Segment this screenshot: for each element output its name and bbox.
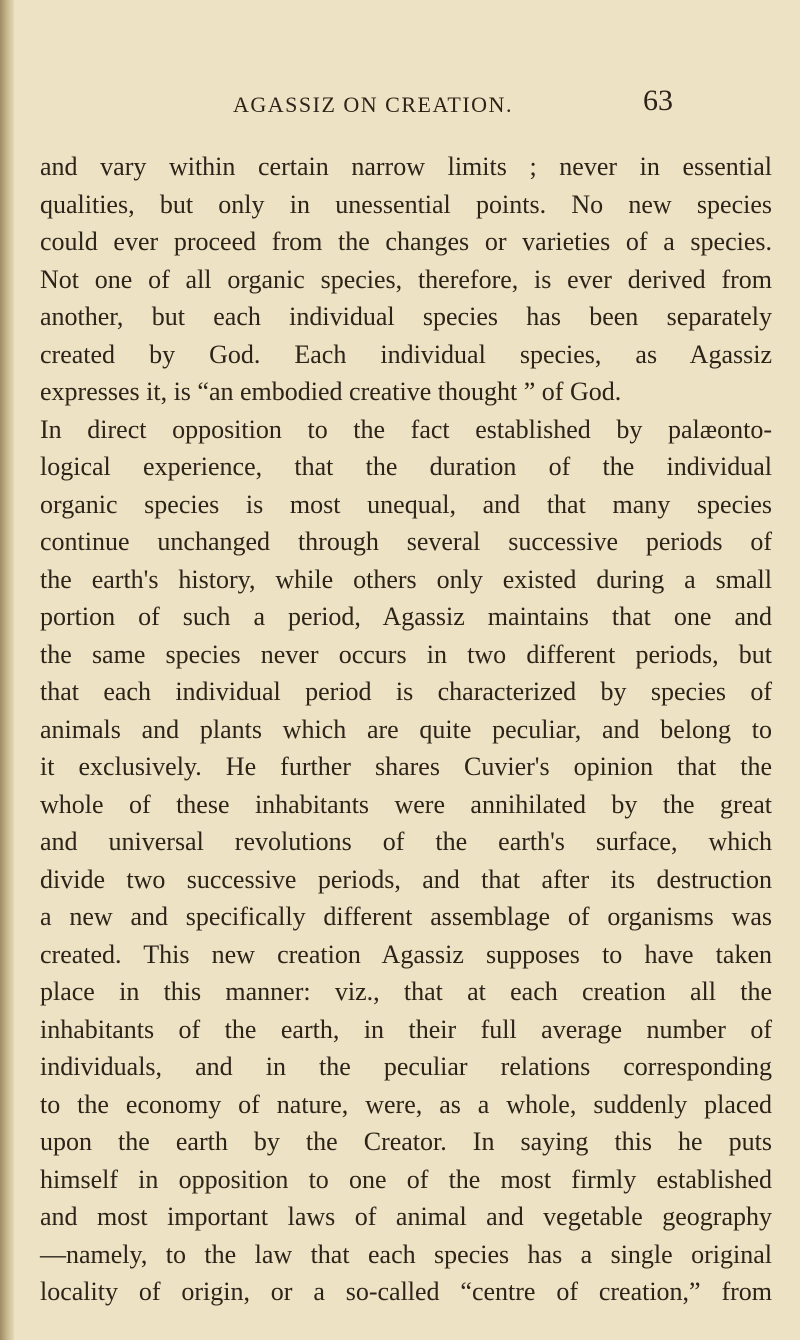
text-line: logical experience, that the duration of the individual <box>40 452 772 481</box>
paragraph-start-line: In direct opposition to the fact established by palæonto- <box>40 414 772 444</box>
text-line: created. This new creation Agassiz supposes to have taken <box>40 939 772 969</box>
text-line: inhabitants of the earth, in their full average number of <box>40 1014 772 1044</box>
text-line: place in this manner: viz., that at each creation all the <box>40 977 772 1006</box>
text-line: and most important laws of animal and vegetable geography <box>40 1202 772 1231</box>
text-line: and universal revolutions of the earth's surface, which <box>40 827 772 856</box>
text-line: upon the earth by the Creator. In saying this he puts <box>40 1127 772 1156</box>
body-text <box>40 148 772 1311</box>
text-line: to the economy of nature, were, as a whole, suddenly placed <box>40 1089 772 1119</box>
paragraph-end-line: expresses it, is “an embodied creative thought ” of God. <box>40 377 622 406</box>
text-line: created by God. Each individual species, as Agassiz <box>40 339 772 369</box>
text-line: that each individual period is characterized by species of <box>40 677 772 706</box>
text-line: and vary within certain narrow limits ; never in essential <box>40 152 772 181</box>
text-line: animals and plants which are quite peculiar, and belong to <box>40 714 772 744</box>
running-head <box>233 84 673 134</box>
page-number: 63 <box>643 84 673 117</box>
text-line: divide two successive periods, and that after its destruction <box>40 864 772 894</box>
running-title: AGASSIZ ON CREATION. <box>233 92 513 117</box>
text-line: individuals, and in the peculiar relations corresponding <box>40 1052 772 1081</box>
text-line: Not one of all organic species, therefore, is ever derived from <box>40 264 772 294</box>
text-line: himself in opposition to one of the most firmly established <box>40 1164 772 1194</box>
text-line: qualities, but only in unessential points. No new species <box>40 189 772 219</box>
text-line: the same species never occurs in two different periods, but <box>40 639 772 669</box>
text-line: organic species is most unequal, and that many species <box>40 489 772 519</box>
text-line: it exclusively. He further shares Cuvier's opinion that the <box>40 752 772 781</box>
text-line: the earth's history, while others only existed during a small <box>40 564 772 594</box>
text-line: whole of these inhabitants were annihilated by the great <box>40 789 772 819</box>
page-binding-edge <box>0 0 14 1340</box>
text-line: could ever proceed from the changes or varieties of a species. <box>40 227 772 256</box>
text-line: continue unchanged through several successive periods of <box>40 527 772 556</box>
text-line: a new and specifically different assemblage of organisms was <box>40 902 772 931</box>
text-line: another, but each individual species has been separately <box>40 302 772 331</box>
text-line: locality of origin, or a so-called “centre of creation,” from <box>40 1277 772 1306</box>
text-line: portion of such a period, Agassiz maintains that one and <box>40 602 772 631</box>
text-line: —namely, to the law that each species has a single original <box>40 1239 772 1269</box>
